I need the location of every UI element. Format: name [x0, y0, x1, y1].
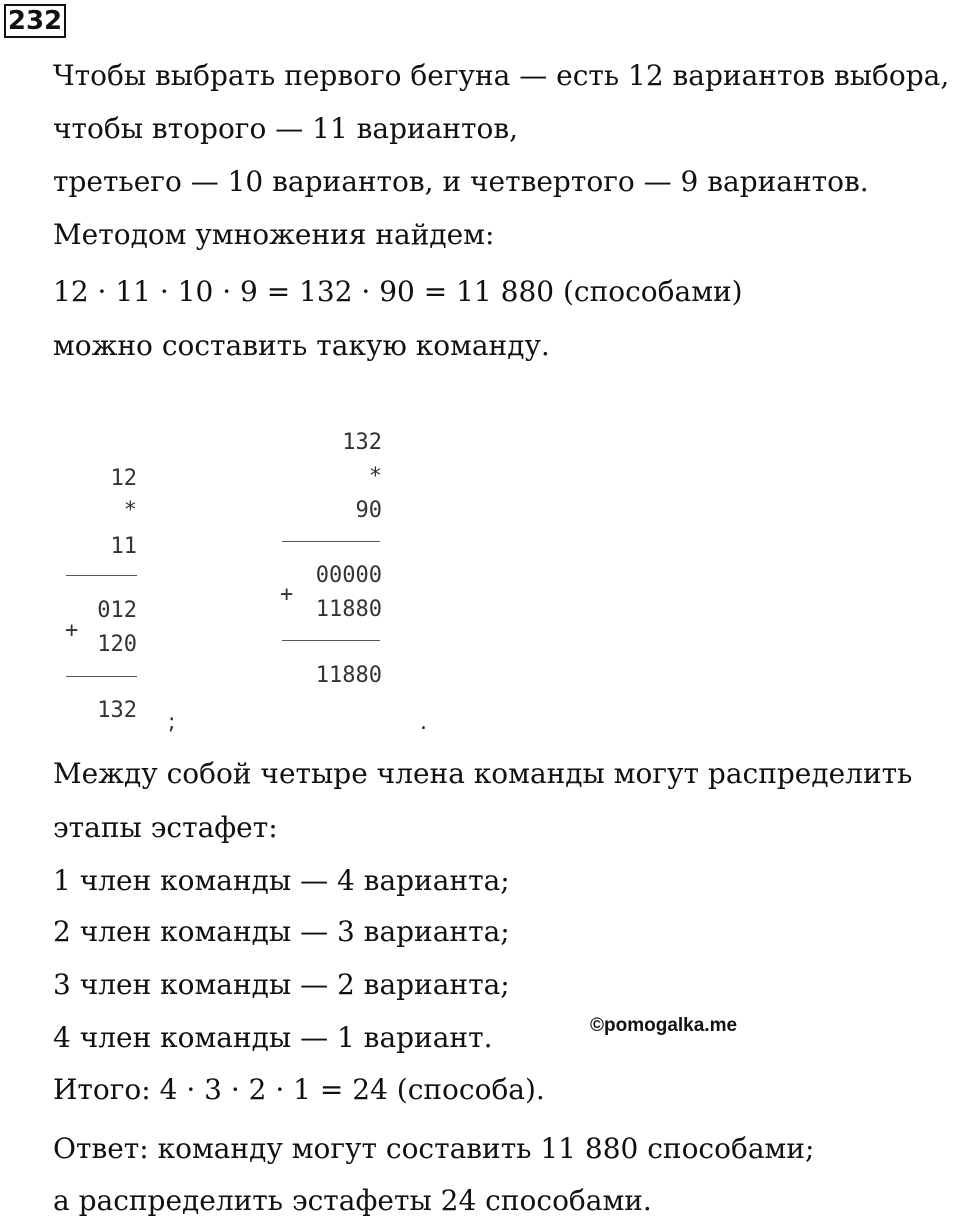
- answer-line: а распределить эстафеты 24 способами.: [53, 1184, 652, 1217]
- text-line: 4 член команды — 1 вариант.: [53, 1021, 493, 1054]
- plus-sign: +: [65, 618, 79, 643]
- problem-number: 232: [4, 4, 66, 38]
- text-line: Чтобы выбрать первого бегуна — есть 12 вариантов выбора,: [53, 59, 950, 92]
- multiplicand: 132: [342, 430, 382, 455]
- divider-line: [66, 575, 137, 576]
- text-line: 2 член команды — 3 варианта;: [53, 915, 510, 948]
- text-line: этапы эстафет:: [53, 811, 278, 844]
- partial-product: 012: [97, 598, 137, 623]
- product: 132: [97, 698, 137, 723]
- multiply-sign: *: [368, 464, 382, 489]
- text-line: чтобы второго — 11 вариантов,: [53, 112, 519, 145]
- plus-sign: +: [280, 582, 294, 607]
- multiply-sign: *: [123, 498, 137, 523]
- text-line: можно составить такую команду.: [53, 329, 550, 362]
- divider-line: [282, 640, 380, 641]
- multiplicand: 12: [110, 466, 137, 491]
- partial-product: 00000: [315, 563, 382, 588]
- text-line: 3 член команды — 2 варианта;: [53, 968, 510, 1001]
- multiplier: 90: [355, 498, 382, 523]
- text-line: Итого: 4 · 3 · 2 · 1 = 24 (способа).: [53, 1073, 545, 1106]
- divider-line: [66, 676, 137, 677]
- product: 11880: [315, 663, 382, 688]
- answer-line: Ответ: команду могут составить 11 880 способами;: [53, 1132, 815, 1165]
- text-line: Между собой четыре члена команды могут распределить: [53, 757, 913, 790]
- text-line: 1 член команды — 4 варианта;: [53, 864, 510, 897]
- multiplier: 11: [110, 534, 137, 559]
- divider-line: [282, 541, 380, 542]
- separator: ;: [168, 710, 176, 735]
- watermark: ©pomogalka.me: [590, 1015, 738, 1036]
- text-line: третьего — 10 вариантов, и четвертого — 9 вариантов.: [53, 165, 869, 198]
- partial-product: 120: [97, 632, 137, 657]
- partial-product: 11880: [315, 597, 382, 622]
- equation-line: 12 · 11 · 10 · 9 = 132 · 90 = 11 880 (способами): [53, 275, 743, 308]
- separator: .: [420, 710, 427, 735]
- text-line: Методом умножения найдем:: [53, 218, 495, 251]
